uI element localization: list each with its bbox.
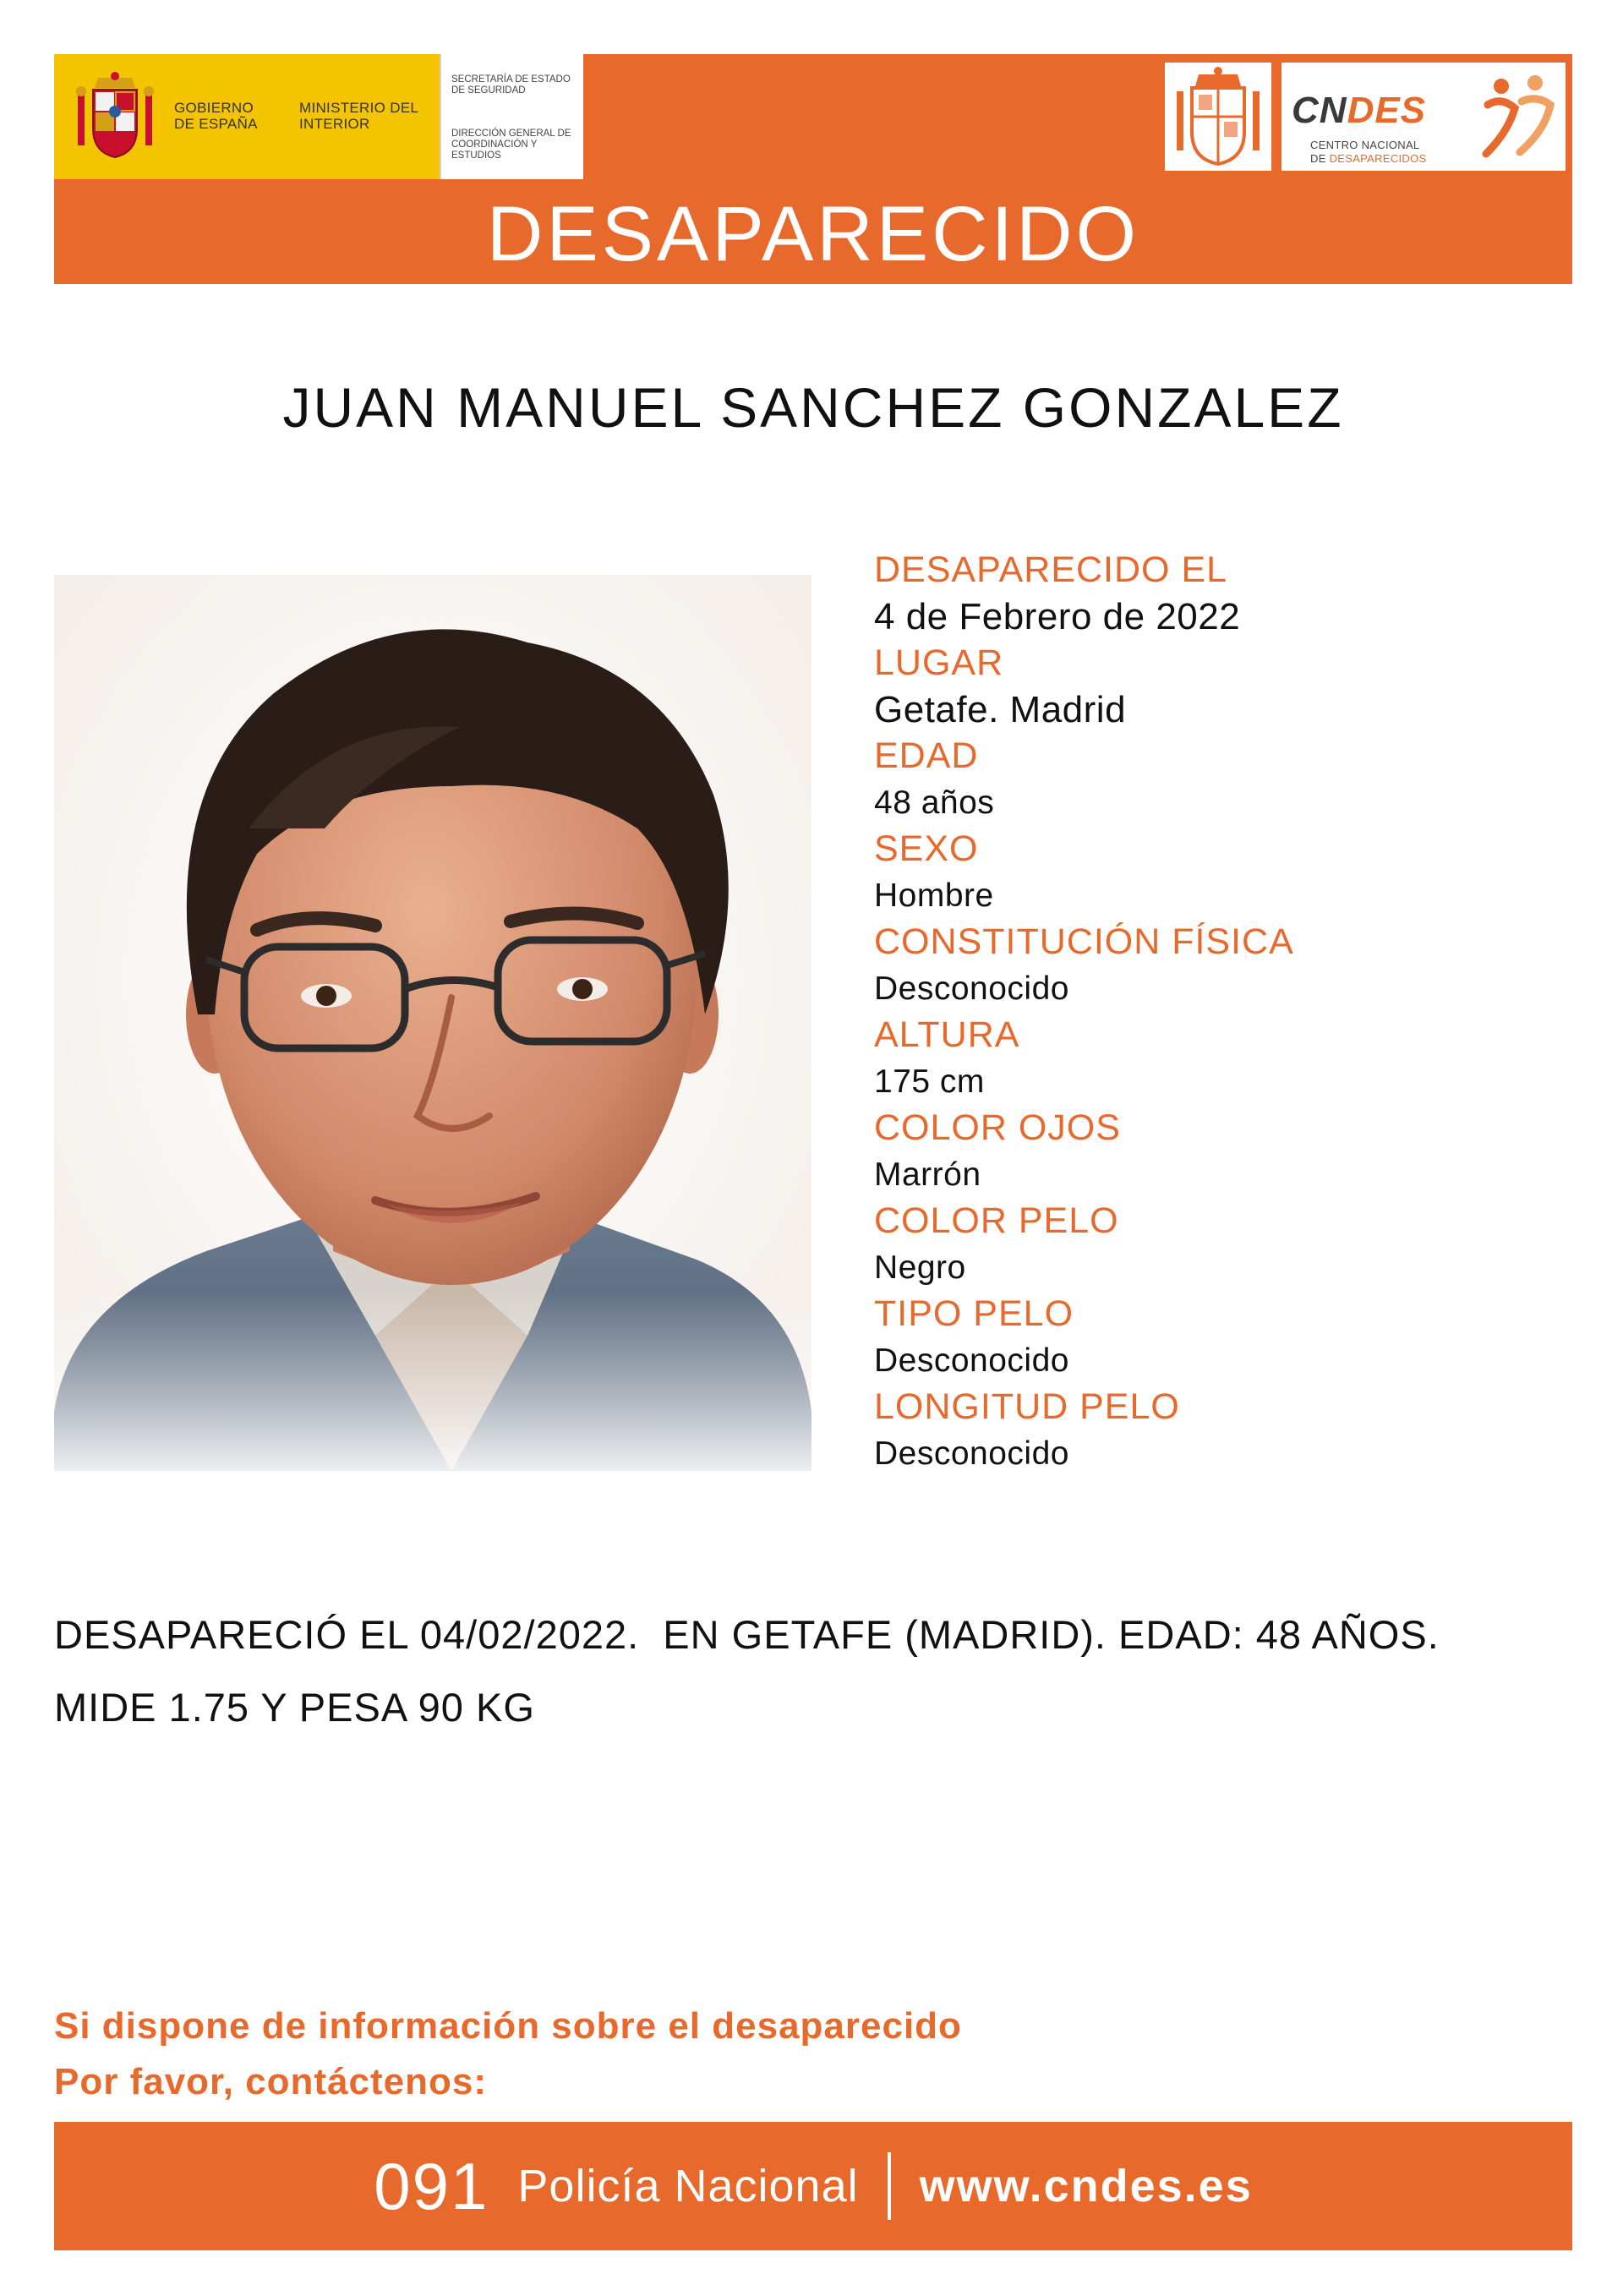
- field-value-hair-type: Desconocido: [874, 1342, 1069, 1379]
- person-photo: [54, 575, 812, 1471]
- cndes-wordmark: [1292, 90, 1426, 132]
- cndes-subtitle-line1: CENTRO NACIONAL: [1310, 139, 1420, 151]
- field-value-hair-color: Negro: [874, 1249, 966, 1286]
- place-region: . Madrid: [988, 689, 1127, 730]
- contact-prompt-line-2: Por favor, contáctenos:: [54, 2061, 488, 2102]
- cndes-shield-box: [1165, 63, 1271, 171]
- summary-line-1: DESAPARECIÓ EL 04/02/2022. EN GETAFE (MADRID). EDAD: 48 AÑOS.: [54, 1612, 1440, 1657]
- coat-of-arms-icon: [73, 69, 157, 162]
- field-label-hair-length: LONGITUD PELO: [874, 1386, 1180, 1427]
- field-value-age: 48 años: [874, 784, 995, 821]
- footer-divider: [888, 2152, 891, 2220]
- secretariat-label: SECRETARÍA DE ESTADO DE SEGURIDAD: [451, 74, 571, 96]
- cndes-subtitle-line2: [1310, 152, 1427, 165]
- cndes-subtitle-prefix: DE: [1310, 152, 1330, 165]
- field-label-height: ALTURA: [874, 1014, 1020, 1055]
- portrait-image: [54, 575, 812, 1471]
- contact-prompt-line-1: Si dispone de información sobre el desaparecido: [54, 2005, 962, 2047]
- field-label-hair-type: TIPO PELO: [874, 1293, 1074, 1334]
- details-panel: [874, 548, 1567, 1478]
- phone-link[interactable]: 091: [374, 2148, 489, 2223]
- field-value-missing-date: 4 de Febrero de 2022: [874, 596, 1241, 637]
- field-label-missing-date: DESAPARECIDO EL: [874, 549, 1228, 590]
- coat-of-arms-icon: [1165, 63, 1271, 171]
- website-link[interactable]: www.cndes.es: [919, 2161, 1253, 2211]
- field-label-hair-color: COLOR PELO: [874, 1200, 1119, 1241]
- footer-band: [54, 2122, 1572, 2250]
- page-title: DESAPARECIDO: [486, 190, 1140, 277]
- field-label-sex: SEXO: [874, 828, 979, 869]
- gov-spain-label: GOBIERNO DE ESPAÑA: [174, 100, 258, 132]
- summary-line-2: MIDE 1.75 Y PESA 90 KG: [54, 1685, 535, 1730]
- field-value-height: 175 cm: [874, 1063, 985, 1100]
- directorate-label: DIRECCIÓN GENERAL DE COORDINACIÓN Y ESTUDIOS: [451, 128, 571, 161]
- field-label-age: EDAD: [874, 735, 979, 776]
- cndes-wordmark-des: DES: [1347, 90, 1427, 131]
- field-label-build: CONSTITUCIÓN FÍSICA: [874, 921, 1294, 962]
- cndes-subtitle-accent: DESAPARECIDOS: [1329, 152, 1427, 165]
- field-value-place: [874, 688, 1567, 734]
- field-label-eye-color: COLOR OJOS: [874, 1107, 1121, 1148]
- cndes-wordmark-cn: CN: [1292, 90, 1347, 131]
- field-value-build: Desconocido: [874, 970, 1069, 1007]
- ministry-label: MINISTERIO DEL INTERIOR: [299, 100, 418, 132]
- agency-label: Policía Nacional: [517, 2161, 859, 2211]
- place-city: Getafe: [874, 689, 989, 730]
- people-figures-icon: [1471, 71, 1564, 164]
- person-name: JUAN MANUEL SANCHEZ GONZALEZ: [282, 376, 1344, 439]
- field-label-place: LUGAR: [874, 642, 1004, 683]
- field-value-eye-color: Marrón: [874, 1156, 981, 1193]
- field-value-hair-length: Desconocido: [874, 1435, 1069, 1472]
- field-value-sex: Hombre: [874, 877, 994, 914]
